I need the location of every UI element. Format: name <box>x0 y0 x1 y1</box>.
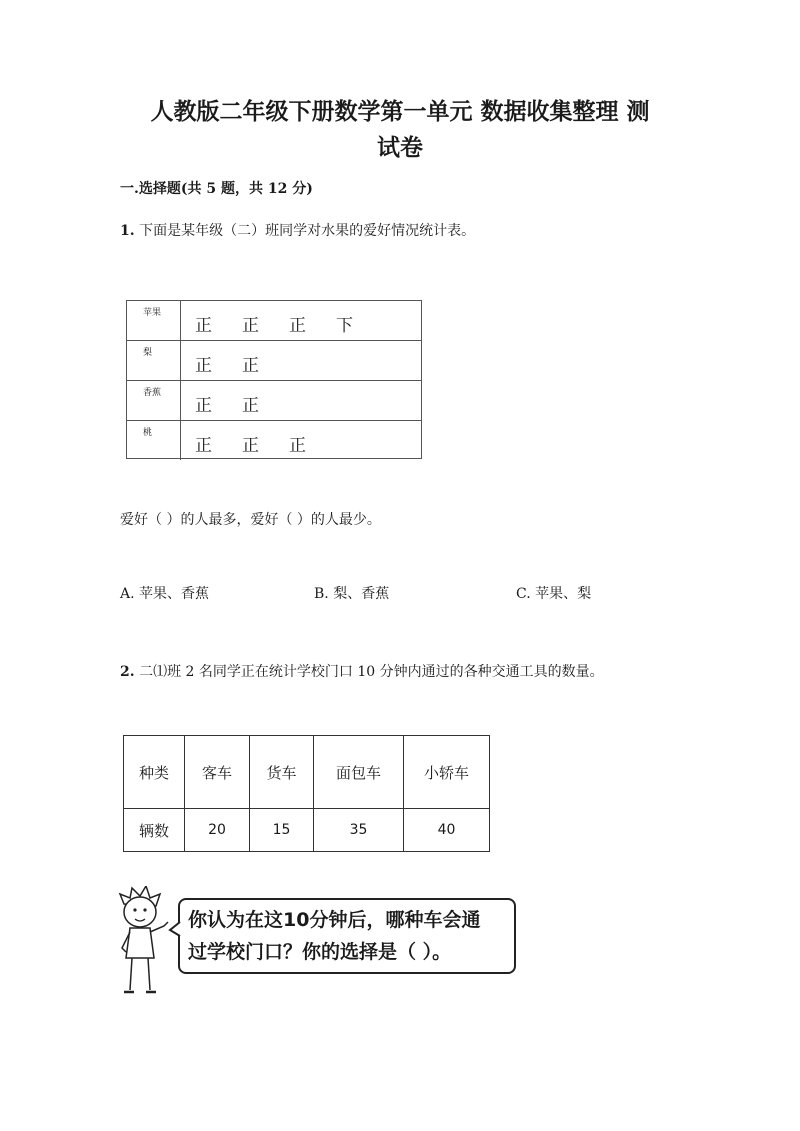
table-row <box>124 809 490 852</box>
tally-row-label: 苹果 <box>127 301 181 340</box>
cartoon-boy-illustration <box>110 886 180 1006</box>
tally-row <box>127 341 421 380</box>
option-a[interactable]: A. 苹果、香蕉 <box>120 586 210 602</box>
fruit-tally-table <box>126 300 422 459</box>
title-line-2: 试卷 <box>377 135 423 161</box>
tally-mark: 正 <box>289 316 306 336</box>
table-cell: 货车 <box>250 736 314 809</box>
tally-mark: 正 <box>195 436 212 456</box>
tally-marks <box>195 311 383 336</box>
section-heading: 一.选择题(共 5 题，共 12 分) <box>120 181 313 197</box>
question-1-prompt: 爱好（ ）的人最多，爱好（ ）的人最少。 <box>120 512 381 528</box>
table-cell: 40 <box>404 809 490 852</box>
question-2 <box>120 661 604 681</box>
tally-row-label: 桃 <box>127 421 181 460</box>
question-1 <box>120 220 475 240</box>
tally-row-label: 梨 <box>127 341 181 380</box>
tally-row <box>127 301 421 340</box>
tally-mark: 正 <box>242 316 259 336</box>
table-cell: 15 <box>250 809 314 852</box>
table-cell: 面包车 <box>314 736 404 809</box>
tally-mark: 正 <box>289 436 306 456</box>
speech-bubble-text <box>188 904 518 968</box>
question-2-text: 二⑴班 2 名同学正在统计学校门口 10 分钟内通过的各种交通工具的数量。 <box>134 664 604 680</box>
tally-marks <box>195 431 336 456</box>
bubble-line-2: 过学校门口？你的选择是（ ）。 <box>188 941 452 963</box>
tally-row <box>127 421 421 460</box>
table-header-row <box>124 736 490 809</box>
tally-mark: 正 <box>195 316 212 336</box>
table-cell: 种类 <box>124 736 185 809</box>
table-cell: 辆数 <box>124 809 185 852</box>
tally-mark: 下 <box>336 316 353 336</box>
tally-marks <box>195 391 289 416</box>
tally-mark: 正 <box>242 396 259 416</box>
option-c[interactable]: C. 苹果、梨 <box>516 586 592 602</box>
tally-row-label: 香蕉 <box>127 381 181 420</box>
question-1-number: 1. <box>120 223 135 239</box>
tally-mark: 正 <box>242 436 259 456</box>
traffic-count-table <box>123 735 490 852</box>
tally-mark: 正 <box>242 356 259 376</box>
table-cell: 小轿车 <box>404 736 490 809</box>
tally-mark: 正 <box>195 356 212 376</box>
tally-marks <box>195 351 289 376</box>
speech-bubble-tail <box>168 920 182 940</box>
title-line-1: 人教版二年级下册数学第一单元 数据收集整理 测 <box>150 99 650 125</box>
table-cell: 20 <box>185 809 250 852</box>
tally-mark: 正 <box>195 396 212 416</box>
tally-row <box>127 381 421 420</box>
table-cell: 35 <box>314 809 404 852</box>
bubble-line-1: 你认为在这10分钟后，哪种车会通 <box>188 909 481 931</box>
page-title <box>100 94 700 166</box>
table-cell: 客车 <box>185 736 250 809</box>
question-1-text: 下面是某年级（二）班同学对水果的爱好情况统计表。 <box>134 223 476 239</box>
question-2-number: 2. <box>120 664 135 680</box>
option-b[interactable]: B. 梨、香蕉 <box>314 586 390 602</box>
